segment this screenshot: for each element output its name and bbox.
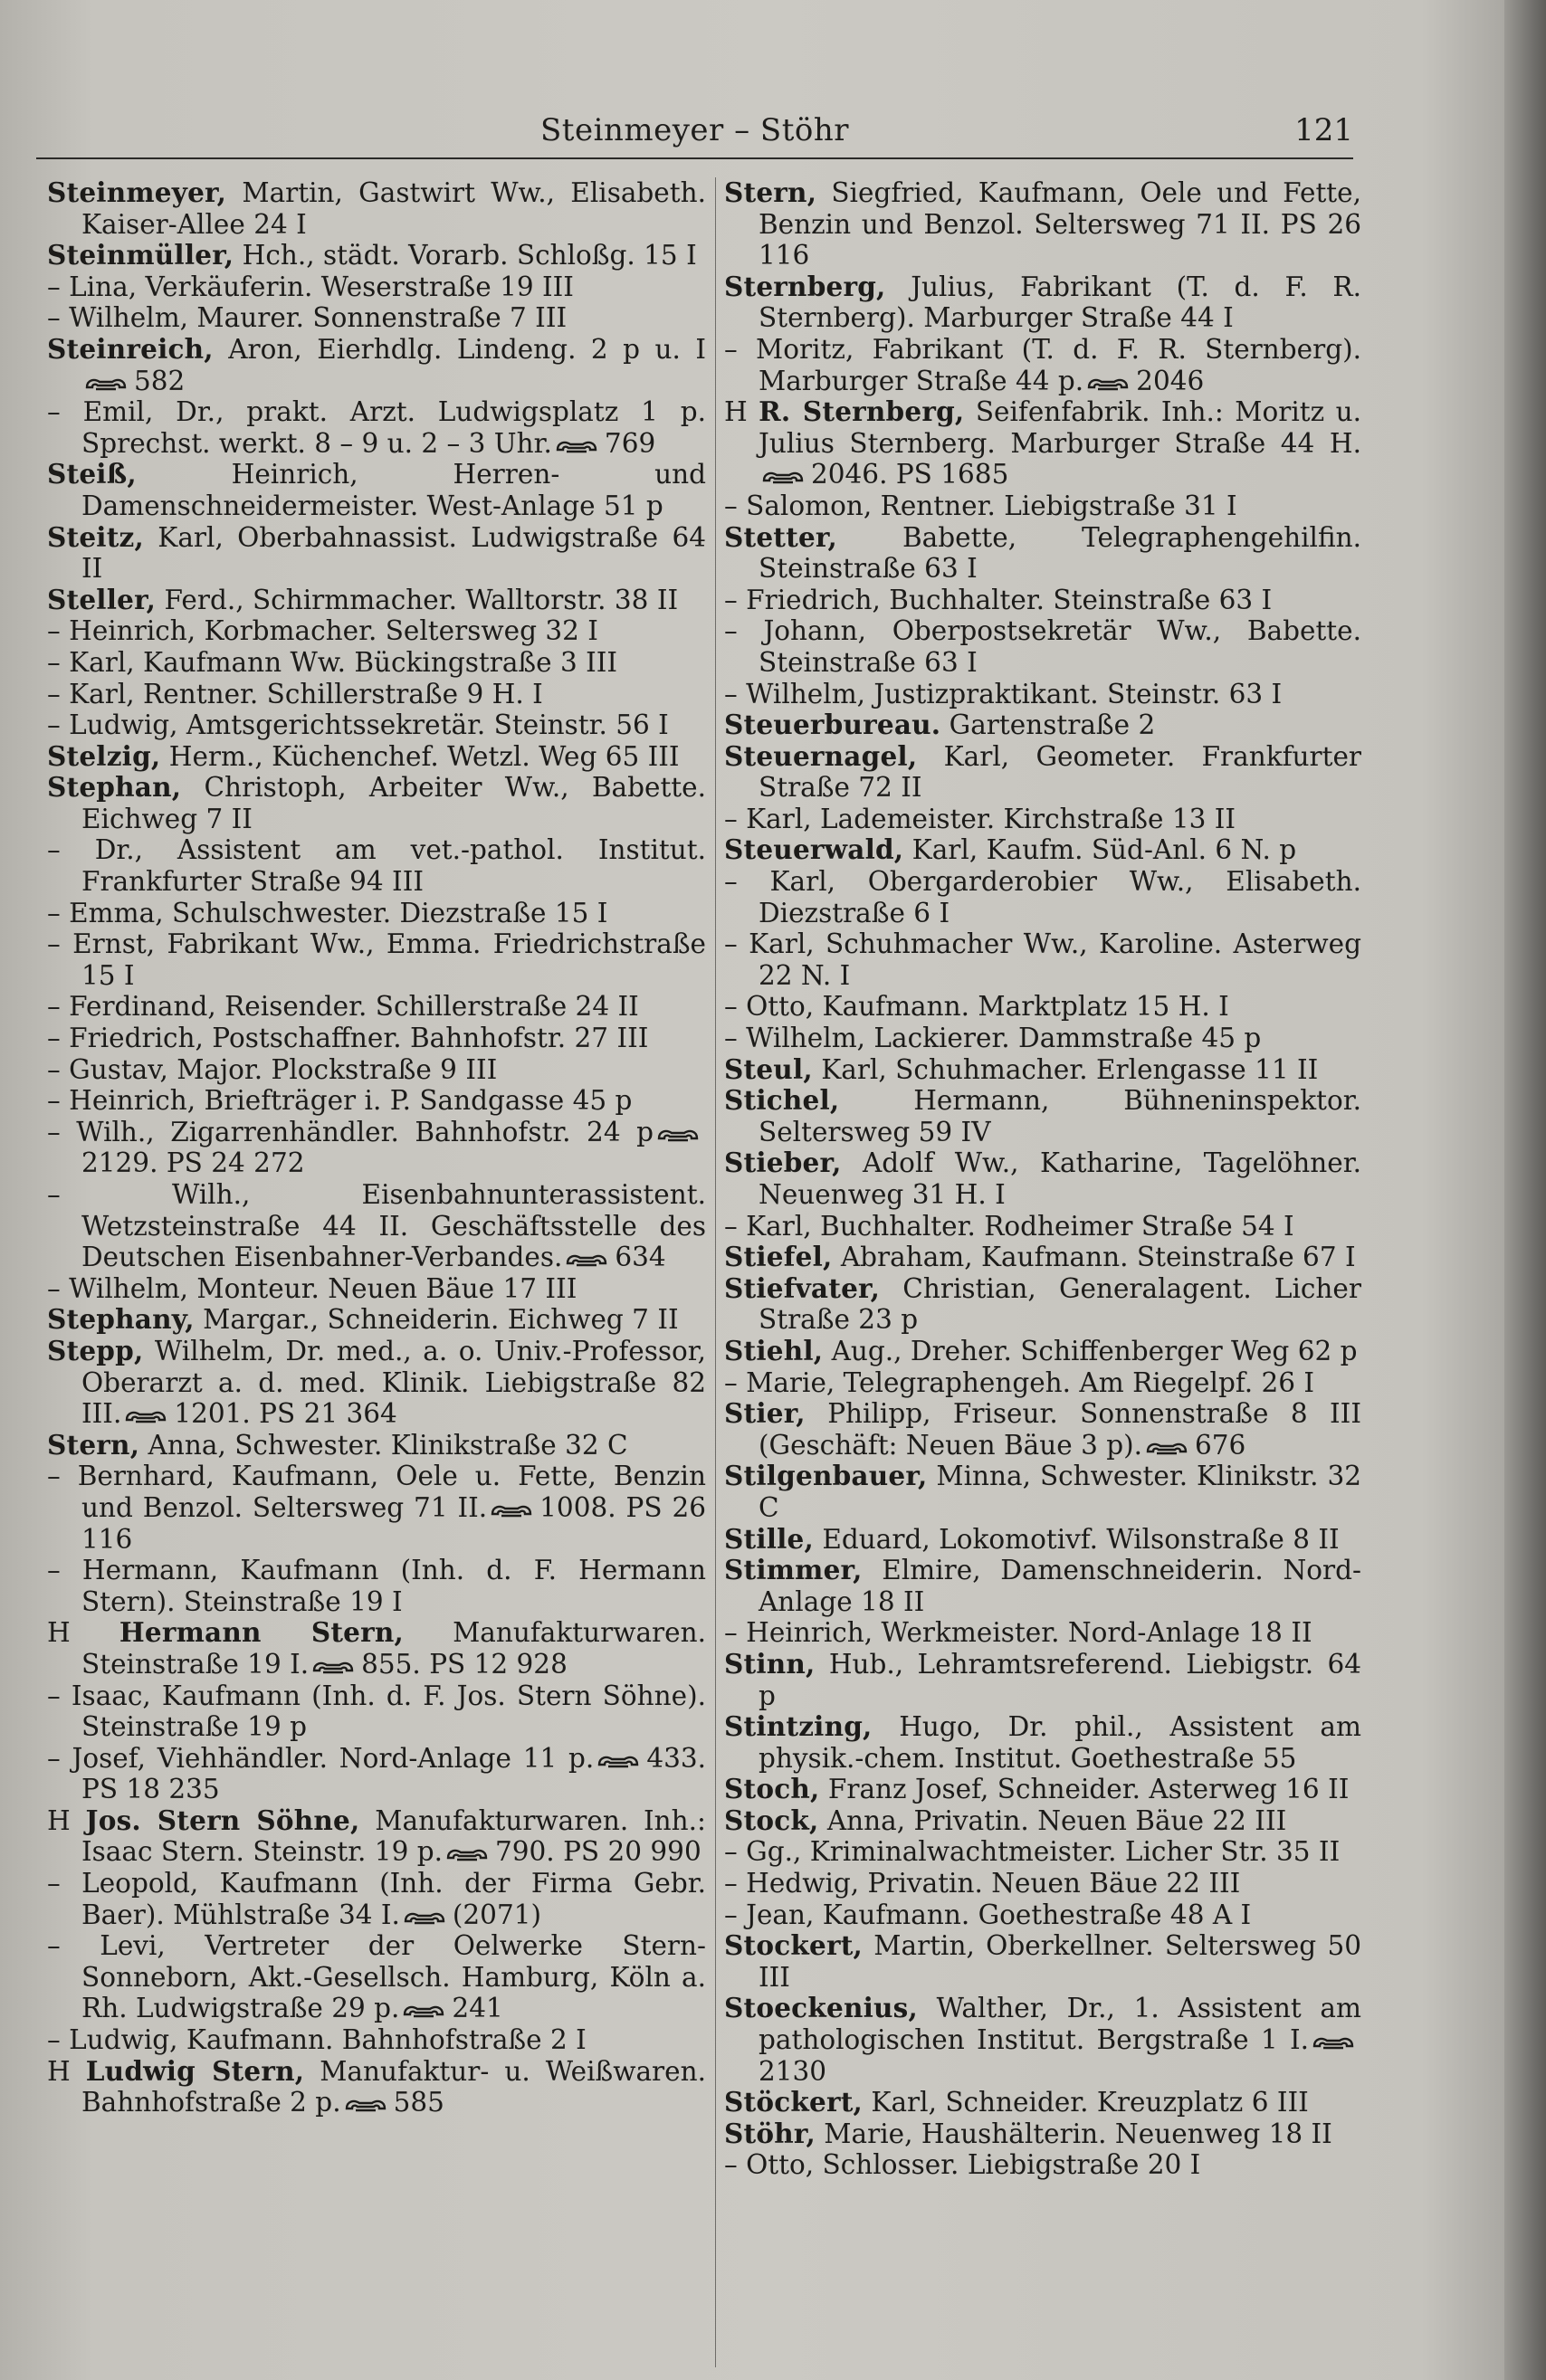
entry-details: Karl, Geometer. Frankfurter Straße 72 II — [759, 740, 1361, 804]
directory-entry — [724, 1147, 1361, 1210]
telephone-icon — [123, 1405, 168, 1425]
telephone-icon — [1085, 373, 1131, 393]
entry-surname: Stoeckenius, — [724, 1992, 918, 2024]
entry-phone-number: 433. — [646, 1742, 706, 1774]
entry-surname: Stephany, — [47, 1303, 195, 1336]
directory-entry — [47, 928, 706, 991]
directory-entry — [724, 1555, 1361, 1617]
entry-details: – Moritz, Fabrikant (T. d. F. R. Sternberg). Marburger Straße 44 p. — [724, 333, 1361, 396]
entry-phone-number: (2071) — [452, 1899, 541, 1930]
telephone-icon — [489, 1499, 534, 1519]
telephone-icon — [343, 2094, 388, 2114]
book-gutter — [1504, 0, 1546, 2380]
entry-details: Franz Josef, Schneider. Asterweg 16 II — [819, 1774, 1350, 1805]
entry-surname: Steitz, — [47, 520, 144, 553]
directory-entry — [724, 1649, 1361, 1711]
telephone-icon — [760, 466, 806, 486]
entry-phone-number: 1008. — [539, 1491, 616, 1523]
directory-entry — [47, 396, 706, 459]
telephone-icon — [1144, 1437, 1189, 1457]
entry-details: – Lina, Verkäuferin. Weserstraße 19 III — [47, 271, 574, 302]
entry-phone-number: 582 — [134, 365, 186, 396]
entry-surname: Stintzing, — [724, 1710, 873, 1743]
entry-details: Christoph, Arbeiter Ww., Babette. Eichweg 7 II — [81, 772, 706, 834]
directory-entry — [47, 585, 706, 616]
entry-surname: Stille, — [724, 1522, 814, 1555]
entry-surname: Stinn, — [724, 1647, 816, 1680]
entry-details: Hugo, Dr. phil., Assistent am physik.-chem. Institut. Goethestraße 55 — [759, 1711, 1361, 1774]
entry-firm-name: Jos. Stern Söhne, — [85, 1804, 360, 1836]
page-number: 121 — [1294, 112, 1353, 148]
entry-details: H — [47, 2055, 86, 2087]
entry-details: Christian, Generalagent. Licher Straße 23 p — [759, 1272, 1361, 1336]
directory-entry — [47, 709, 706, 741]
directory-entry — [47, 302, 706, 334]
entry-details: Philipp, Friseur. Sonnenstraße 8 III (Geschäft: Neuen Bäue 3 p). — [759, 1398, 1361, 1461]
entry-details: Abraham, Kaufmann. Steinstraße 67 I — [832, 1242, 1356, 1273]
telephone-icon — [1311, 2032, 1356, 2052]
directory-entry — [47, 459, 706, 521]
entry-details: Hub., Lehramtsreferend. Liebigstr. 64 p — [759, 1648, 1361, 1711]
entry-details: Elmire, Damenschneiderin. Nord-Anlage 18 II — [759, 1555, 1361, 1617]
entry-phone-number: 790. — [495, 1836, 555, 1868]
entry-details: – Karl, Rentner. Schillerstraße 9 H. I — [47, 678, 543, 709]
directory-entry — [724, 2149, 1361, 2181]
directory-entry — [724, 585, 1361, 616]
directory-entry — [47, 1617, 706, 1680]
directory-entry — [724, 490, 1361, 522]
directory-entry — [724, 991, 1361, 1023]
telephone-icon — [401, 2000, 446, 2020]
directory-entry — [47, 991, 706, 1023]
directory-entry — [724, 1930, 1361, 1993]
entry-surname: Stöhr, — [724, 2117, 816, 2149]
directory-entry — [47, 1430, 706, 1461]
entry-details: Anna, Schwester. Klinikstraße 32 C — [139, 1429, 628, 1461]
entry-details: – Isaac, Kaufmann (Inh. d. F. Jos. Stern Söhne). Steinstraße 19 p — [47, 1680, 706, 1743]
entry-details-cont: Manufakturwaren. Inh.: Isaac Stern. Steinstr. 19 p. — [81, 1804, 706, 1868]
directory-entry — [47, 1336, 706, 1430]
telephone-icon — [310, 1656, 356, 1676]
directory-entry — [724, 1617, 1361, 1649]
entry-details: H — [47, 1804, 86, 1836]
entry-details: Julius, Fabrikant (T. d. F. R. Sternberg). Marburger Straße 44 I — [759, 271, 1361, 334]
directory-entry — [724, 1524, 1361, 1556]
entry-details: Heinrich, Herren- und Damenschneidermeister. West-Anlage 51 p — [81, 459, 706, 521]
entry-details: Walther, Dr., 1. Assistent am pathologischen Institut. Bergstraße 1 I. — [759, 1993, 1361, 2056]
entry-details: – Wilhelm, Monteur. Neuen Bäue 17 III — [47, 1272, 577, 1304]
entry-surname: Stern, — [47, 1428, 140, 1461]
entry-details: – Levi, Vertreter der Oelwerke Stern-Sonneborn, Akt.-Gesellsch. Hamburg, Köln a. Rh. Ludwigstraße 29 p. — [47, 1930, 706, 2024]
entry-details: – Karl, Kaufmann Ww. Bückingstraße 3 III — [47, 646, 618, 678]
entry-details: – Marie, Telegraphengeh. Am Riegelpf. 26 I — [724, 1366, 1315, 1398]
entry-surname: Stiefvater, — [724, 1271, 881, 1304]
entry-firm-name: R. Sternberg, — [759, 395, 965, 428]
entry-details: – Otto, Schlosser. Liebigstraße 20 I — [724, 2149, 1201, 2181]
entry-surname: Stilgenbauer, — [724, 1460, 928, 1492]
entry-phone-number: 241 — [452, 1993, 503, 2024]
entry-details: Karl, Kaufm. Süd-Anl. 6 N. p — [903, 834, 1297, 866]
directory-entry — [47, 741, 706, 773]
entry-details: – Ludwig, Amtsgerichtssekretär. Steinstr. 56 I — [47, 709, 669, 741]
entry-surname: Steinmüller, — [47, 239, 234, 271]
directory-entry — [47, 1805, 706, 1868]
directory-entry — [724, 1774, 1361, 1805]
entry-details: Adolf Ww., Katharine, Tagelöhner. Neuenweg 31 H. I — [759, 1147, 1361, 1210]
entry-surname: Steuerbureau. — [724, 709, 941, 741]
entry-details: – Jean, Kaufmann. Goethestraße 48 A I — [724, 1899, 1252, 1930]
entry-details: – Salomon, Rentner. Liebigstraße 31 I — [724, 490, 1237, 521]
entry-details: – Ferdinand, Reisender. Schillerstraße 24 II — [47, 991, 639, 1023]
entry-details: Hch., städt. Vorarb. Schloßg. 15 I — [234, 240, 697, 271]
directory-entry — [724, 679, 1361, 710]
entry-details: Minna, Schwester. Klinikstr. 32 C — [759, 1461, 1361, 1523]
entry-details: – Wilhelm, Maurer. Sonnenstraße 7 III — [47, 302, 568, 334]
entry-phone-number: 2046. — [811, 459, 888, 490]
right-column — [724, 177, 1361, 2181]
directory-entry — [47, 1680, 706, 1743]
entry-details: Aug., Dreher. Schiffenberger Weg 62 p — [823, 1335, 1358, 1366]
directory-entry — [724, 741, 1361, 804]
telephone-icon — [554, 435, 599, 455]
directory-entry — [47, 522, 706, 585]
entry-details: Gartenstraße 2 — [940, 709, 1156, 741]
telephone-icon — [444, 1843, 490, 1863]
entry-surname: Stock, — [724, 1804, 819, 1836]
entry-details: – Heinrich, Korbmacher. Seltersweg 32 I — [47, 615, 598, 647]
directory-entry — [724, 1242, 1361, 1273]
entry-surname: Steinmeyer, — [47, 176, 227, 208]
telephone-icon — [596, 1750, 641, 1770]
directory-entry — [47, 177, 706, 240]
entry-details: – Karl, Schuhmacher Ww., Karoline. Asterweg 22 N. I — [724, 928, 1361, 991]
directory-entry — [724, 271, 1361, 334]
entry-surname: Stetter, — [724, 520, 837, 553]
entry-phone-number: 1201. — [174, 1398, 251, 1430]
directory-entry — [724, 866, 1361, 928]
directory-entry — [47, 1868, 706, 1930]
directory-entry — [47, 1930, 706, 2024]
directory-entry — [724, 177, 1361, 271]
entry-surname: Stiefel, — [724, 1241, 833, 1273]
entry-firm-name: Ludwig Stern, — [85, 2054, 305, 2087]
directory-entry — [47, 647, 706, 679]
entry-phone-number: 634 — [615, 1242, 666, 1273]
directory-entry — [47, 615, 706, 647]
entry-details-cont: Manufaktur- u. Weißwaren. Bahnhofstraße 2 p. — [81, 2055, 706, 2118]
entry-surname: Stier, — [724, 1397, 806, 1430]
entry-surname: Sternberg, — [724, 270, 886, 302]
directory-entry — [47, 1461, 706, 1555]
entry-surname: Steiß, — [47, 458, 137, 490]
entry-phone-number: 769 — [604, 427, 656, 459]
directory-entry — [724, 1023, 1361, 1054]
entry-postal-account: PS 1685 — [887, 459, 1009, 490]
entry-details: – Hedwig, Privatin. Neuen Bäue 22 III — [724, 1868, 1241, 1899]
entry-details: – Karl, Lademeister. Kirchstraße 13 II — [724, 803, 1236, 834]
entry-details: H — [724, 396, 759, 428]
entry-details: – Dr., Assistent am vet.-pathol. Institut. Frankfurter Straße 94 III — [47, 834, 706, 898]
directory-entry — [724, 709, 1361, 741]
directory-entry — [724, 2087, 1361, 2118]
telephone-icon — [402, 1907, 447, 1927]
entry-details: – Ludwig, Kaufmann. Bahnhofstraße 2 I — [47, 2024, 587, 2056]
telephone-icon — [655, 1124, 701, 1144]
entry-postal-account: PS 12 928 — [420, 1648, 568, 1680]
directory-entry — [724, 1054, 1361, 1086]
entry-surname: Stiehl, — [724, 1334, 824, 1366]
entry-surname: Steul, — [724, 1052, 813, 1085]
entry-details: H — [47, 1617, 119, 1649]
entry-surname: Stockert, — [724, 1929, 864, 1962]
directory-entry — [724, 615, 1361, 678]
entry-surname: Stephan, — [47, 771, 182, 804]
directory-entry — [47, 834, 706, 897]
entry-details: Martin, Gastwirt Ww., Elisabeth. Kaiser-Allee 24 I — [81, 177, 706, 240]
entry-phone-number: 2046 — [1136, 365, 1205, 396]
directory-entry — [724, 1711, 1361, 1774]
entry-details: Martin, Oberkellner. Seltersweg 50 III — [759, 1930, 1361, 1993]
entry-details: Wilhelm, Dr. med., a. o. Univ.-Professor, Oberarzt a. d. med. Klinik. Liebigstraße 82 III. — [81, 1335, 706, 1430]
directory-entry — [724, 1211, 1361, 1242]
directory-entry — [47, 1555, 706, 1617]
entry-surname: Stern, — [724, 176, 817, 208]
entry-details: – Wilhelm, Lackierer. Dammstraße 45 p — [724, 1023, 1262, 1054]
entry-surname: Steuernagel, — [724, 739, 918, 772]
entry-phone-number: 585 — [393, 2087, 444, 2118]
directory-entry — [47, 1304, 706, 1336]
directory-entry — [47, 1743, 706, 1805]
directory-entry — [47, 1023, 706, 1054]
entry-details: Hermann, Bühneninspektor. Seltersweg 59 IV — [759, 1085, 1361, 1147]
entry-details: Anna, Privatin. Neuen Bäue 22 III — [818, 1804, 1287, 1836]
directory-entry — [47, 898, 706, 929]
entry-phone-number: 855. — [361, 1648, 421, 1680]
entry-surname: Stepp, — [47, 1334, 144, 1366]
entry-surname: Steinreich, — [47, 332, 214, 365]
directory-entry — [724, 1836, 1361, 1868]
entry-details: – Emma, Schulschwester. Diezstraße 15 I — [47, 897, 608, 928]
entry-details: Karl, Schuhmacher. Erlengasse 11 II — [812, 1053, 1319, 1085]
entry-details: Babette, Telegraphengehilfin. Steinstraße 63 I — [759, 521, 1361, 585]
directory-entry — [47, 1117, 706, 1179]
entry-surname: Steuerwald, — [724, 833, 904, 866]
entry-details: Aron, Eierhdlg. Lindeng. 2 p u. I — [213, 333, 706, 365]
entry-details: – Emil, Dr., prakt. Arzt. Ludwigsplatz 1 p. Sprechst. werkt. 8 – 9 u. 2 – 3 Uhr. — [47, 396, 706, 459]
telephone-icon — [564, 1249, 609, 1269]
entry-phone-number: 2130 — [759, 2055, 827, 2087]
entry-details: Siegfried, Kaufmann, Oele und Fette, Benzin und Benzol. Seltersweg 71 II. PS 26 116 — [759, 177, 1361, 271]
entry-surname: Stoch, — [724, 1773, 820, 1805]
column-divider — [715, 177, 716, 2367]
entry-details-cont: Seifenfabrik. Inh.: Moritz u. Julius Sternberg. Marburger Straße 44 H. — [759, 396, 1361, 459]
entry-details: – Johann, Oberpostsekretär Ww., Babette. Steinstraße 63 I — [724, 615, 1361, 678]
entry-details: – Josef, Viehhändler. Nord-Anlage 11 p. — [47, 1742, 595, 1774]
entry-postal-account: PS 24 272 — [157, 1147, 305, 1179]
entry-details: Margar., Schneiderin. Eichweg 7 II — [194, 1304, 679, 1336]
entry-details: Ferd., Schirmmacher. Walltorstr. 38 II — [156, 584, 679, 615]
directory-entry — [47, 2024, 706, 2056]
telephone-icon — [83, 373, 129, 393]
entry-details-cont: Manufakturwaren. Steinstraße 19 I. — [81, 1617, 706, 1680]
directory-entry — [47, 679, 706, 710]
entry-details: – Friedrich, Buchhalter. Steinstraße 63 I — [724, 584, 1273, 615]
entry-surname: Stelzig, — [47, 739, 161, 772]
entry-firm-name: Hermann Stern, — [119, 1616, 404, 1649]
entry-details: – Otto, Kaufmann. Marktplatz 15 H. I — [724, 991, 1229, 1023]
page-header — [36, 107, 1353, 159]
directory-entry — [724, 1336, 1361, 1367]
entry-details: – Bernhard, Kaufmann, Oele u. Fette, Benzin und Benzol. Seltersweg 71 II. — [47, 1461, 706, 1523]
entry-details: Marie, Haushälterin. Neuenweg 18 II — [815, 2118, 1332, 2149]
directory-entry — [724, 804, 1361, 835]
entry-surname: Stieber, — [724, 1147, 842, 1179]
entry-phone-number: 2129. — [81, 1147, 158, 1179]
entry-details: – Heinrich, Briefträger i. P. Sandgasse 45 p — [47, 1085, 633, 1117]
entry-postal-account: PS 20 990 — [554, 1836, 701, 1868]
directory-entry — [47, 1054, 706, 1086]
directory-entry — [724, 1273, 1361, 1336]
entry-surname: Steller, — [47, 583, 157, 615]
directory-entry — [724, 1085, 1361, 1147]
directory-entry — [724, 1461, 1361, 1523]
directory-entry — [724, 2118, 1361, 2150]
directory-entry — [47, 1085, 706, 1117]
entry-postal-account: PS 21 364 — [250, 1398, 397, 1430]
directory-entry — [47, 240, 706, 271]
entry-details: – Gg., Kriminalwachtmeister. Licher Str. 35 II — [724, 1836, 1341, 1868]
directory-entry — [47, 2056, 706, 2118]
entry-surname: Stimmer, — [724, 1554, 863, 1586]
entry-details: Herm., Küchenchef. Wetzl. Weg 65 III — [160, 740, 680, 772]
left-column — [47, 177, 706, 2118]
directory-entry — [724, 1899, 1361, 1931]
entry-surname: Stichel, — [724, 1084, 840, 1117]
entry-details: – Gustav, Major. Plockstraße 9 III — [47, 1053, 498, 1085]
entry-details: Karl, Schneider. Kreuzplatz 6 III — [863, 2087, 1309, 2118]
entry-details: – Leopold, Kaufmann (Inh. der Firma Gebr. Baer). Mühlstraße 34 I. — [47, 1868, 706, 1930]
entry-details: – Hermann, Kaufmann (Inh. d. F. Hermann Stern). Steinstraße 19 I — [47, 1555, 706, 1617]
directory-entry — [724, 1367, 1361, 1399]
entry-details: – Friedrich, Postschaffner. Bahnhofstr. 27 III — [47, 1023, 649, 1054]
entry-surname: Stöckert, — [724, 2086, 864, 2118]
directory-entry — [47, 334, 706, 396]
directory-entry — [47, 271, 706, 303]
entry-details: – Wilhelm, Justizpraktikant. Steinstr. 63 I — [724, 678, 1283, 709]
directory-entry — [724, 522, 1361, 585]
directory-entry — [47, 1179, 706, 1273]
directory-entry — [724, 1805, 1361, 1837]
entry-details: Karl, Oberbahnassist. Ludwigstraße 64 II — [81, 521, 706, 585]
directory-entry — [47, 772, 706, 834]
directory-entry — [724, 1398, 1361, 1461]
directory-entry — [724, 1868, 1361, 1899]
entry-phone-number: 676 — [1195, 1429, 1246, 1461]
directory-entry — [724, 334, 1361, 396]
directory-entry — [724, 834, 1361, 866]
directory-entry — [47, 1273, 706, 1305]
directory-entry — [724, 928, 1361, 991]
entry-postal-account: PS 26 116 — [81, 1491, 706, 1555]
entry-details: – Karl, Obergarderobier Ww., Elisabeth. Diezstraße 6 I — [724, 866, 1361, 928]
entry-details: – Heinrich, Werkmeister. Nord-Anlage 18 II — [724, 1617, 1312, 1649]
directory-entry — [724, 396, 1361, 490]
entry-details: Eduard, Lokomotivf. Wilsonstraße 8 II — [814, 1523, 1340, 1555]
entry-details: – Ernst, Fabrikant Ww., Emma. Friedrichstraße 15 I — [47, 928, 706, 991]
entry-details: – Wilh., Zigarrenhändler. Bahnhofstr. 24 p — [47, 1116, 654, 1147]
entry-details: – Wilh., Eisenbahnunterassistent. Wetzsteinstraße 44 II. Geschäftsstelle des Deutschen Eisenbahner-Verbandes. — [47, 1179, 706, 1273]
directory-entry — [724, 1993, 1361, 2087]
entry-details: – Karl, Buchhalter. Rodheimer Straße 54 I — [724, 1210, 1294, 1242]
entry-postal-account: PS 18 235 — [81, 1774, 220, 1805]
running-title: Steinmeyer – Stöhr — [540, 112, 849, 148]
